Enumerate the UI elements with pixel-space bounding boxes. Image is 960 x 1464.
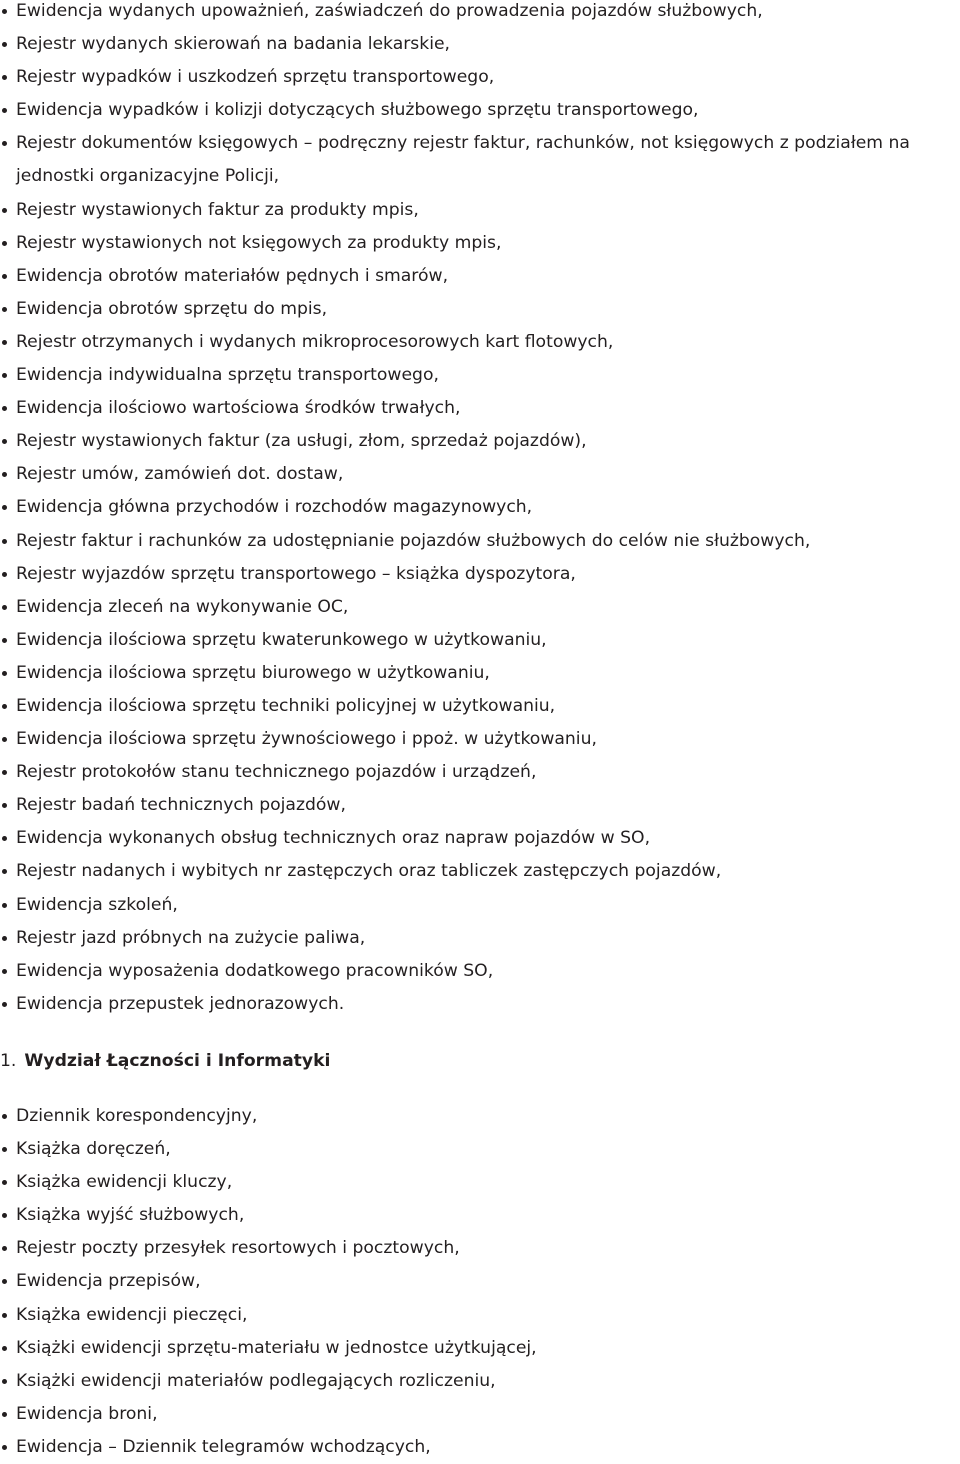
bullet-icon	[2, 936, 7, 941]
list-item	[0, 756, 960, 789]
bullet-icon	[2, 472, 7, 477]
list-item	[0, 425, 960, 458]
list-item-text: Rejestr umów, zamówień dot. dostaw,	[16, 464, 344, 485]
list-item	[0, 94, 960, 127]
list-item	[0, 1133, 960, 1166]
list-item-text: Ewidencja ilościowa sprzętu biurowego w użytkowaniu,	[16, 662, 490, 683]
list-item	[0, 392, 960, 425]
list-item-text: Rejestr nadanych i wybitych nr zastępczych oraz tabliczek zastępczych pojazdów,	[16, 861, 722, 882]
section-records-list	[0, 1100, 960, 1464]
bullet-icon	[2, 737, 7, 742]
list-item	[0, 127, 960, 193]
list-item-text: Ewidencja wykonanych obsług technicznych oraz napraw pojazdów w SO,	[16, 828, 651, 849]
list-item-text: Ewidencja przepisów,	[16, 1271, 201, 1292]
list-item	[0, 855, 960, 888]
list-item-text: Książka ewidencji pieczęci,	[16, 1304, 248, 1325]
list-item-text: Książka wyjść służbowych,	[16, 1205, 245, 1226]
list-item	[0, 1431, 960, 1464]
list-item	[0, 194, 960, 227]
bullet-icon	[2, 836, 7, 841]
list-item-text: Rejestr badań technicznych pojazdów,	[16, 795, 346, 816]
list-item	[0, 922, 960, 955]
bullet-icon	[2, 1213, 7, 1218]
bullet-icon	[2, 373, 7, 378]
list-item	[0, 955, 960, 988]
bullet-icon	[2, 340, 7, 345]
bullet-icon	[2, 671, 7, 676]
list-item-text: Rejestr protokołów stanu technicznego pojazdów i urządzeń,	[16, 762, 537, 783]
bullet-icon	[2, 75, 7, 80]
list-item	[0, 988, 960, 1021]
bullet-icon	[2, 1002, 7, 1007]
list-item-text: Rejestr poczty przesyłek resortowych i pocztowych,	[16, 1238, 460, 1259]
list-item	[0, 1100, 960, 1133]
list-item-text: Rejestr jazd próbnych na zużycie paliwa,	[16, 927, 366, 948]
list-item	[0, 690, 960, 723]
list-item-text: Rejestr wyjazdów sprzętu transportowego – książka dyspozytora,	[16, 563, 576, 584]
bullet-icon	[2, 274, 7, 279]
list-item-text: Rejestr wystawionych faktur (za usługi, złom, sprzedaż pojazdów),	[16, 431, 587, 452]
bullet-icon	[2, 638, 7, 643]
bullet-icon	[2, 572, 7, 577]
list-item-text: Ewidencja zleceń na wykonywanie OC,	[16, 596, 349, 617]
bullet-icon	[2, 1147, 7, 1152]
bullet-icon	[2, 605, 7, 610]
list-item-text: Książki ewidencji sprzętu-materiału w jednostce użytkującej,	[16, 1337, 537, 1358]
list-item-text: Rejestr dokumentów księgowych – podręczny rejestr faktur, rachunków, not księgowych z podziałem na jednostki organizacyjne Policji,	[16, 133, 910, 187]
list-item	[0, 1299, 960, 1332]
list-item	[0, 458, 960, 491]
bullet-icon	[2, 208, 7, 213]
bullet-icon	[2, 42, 7, 47]
list-item	[0, 1199, 960, 1232]
list-item	[0, 227, 960, 260]
list-item	[0, 1265, 960, 1298]
section-title: Wydział Łączności i Informatyki	[24, 1051, 331, 1071]
bullet-icon	[2, 108, 7, 113]
bullet-icon	[2, 1180, 7, 1185]
bullet-icon	[2, 903, 7, 908]
list-item	[0, 28, 960, 61]
list-item	[0, 61, 960, 94]
list-item	[0, 525, 960, 558]
list-item-text: Ewidencja – Dziennik telegramów wchodzących,	[16, 1436, 431, 1457]
bullet-icon	[2, 439, 7, 444]
list-item-text: Dziennik korespondencyjny,	[16, 1106, 258, 1126]
list-item-text: Ewidencja wypadków i kolizji dotyczących służbowego sprzętu transportowego,	[16, 100, 699, 121]
bullet-icon	[2, 1412, 7, 1417]
list-item-text: Ewidencja ilościowa sprzętu techniki policyjnej w użytkowaniu,	[16, 695, 556, 716]
bullet-icon	[2, 9, 7, 14]
bullet-icon	[2, 241, 7, 246]
bullet-icon	[2, 869, 7, 874]
list-item-text: Rejestr wystawionych not księgowych za produkty mpis,	[16, 232, 502, 253]
list-item	[0, 0, 960, 28]
list-item	[0, 1232, 960, 1265]
list-item	[0, 1166, 960, 1199]
list-item	[0, 723, 960, 756]
bullet-icon	[2, 1246, 7, 1251]
list-item	[0, 1365, 960, 1398]
list-item-text: Ewidencja broni,	[16, 1403, 158, 1424]
list-item-text: Rejestr otrzymanych i wydanych mikroprocesorowych kart flotowych,	[16, 331, 614, 352]
bullet-icon	[2, 141, 7, 146]
list-item	[0, 591, 960, 624]
bullet-icon	[2, 307, 7, 312]
list-item-text: Ewidencja indywidualna sprzętu transportowego,	[16, 365, 439, 386]
bullet-icon	[2, 1279, 7, 1284]
list-item-text: Ewidencja wyposażenia dodatkowego pracowników SO,	[16, 960, 494, 981]
bullet-icon	[2, 803, 7, 808]
bullet-icon	[2, 1445, 7, 1450]
bullet-icon	[2, 1346, 7, 1351]
bullet-icon	[2, 1379, 7, 1384]
list-item	[0, 359, 960, 392]
list-item-text: Ewidencja główna przychodów i rozchodów magazynowych,	[16, 497, 533, 518]
bullet-icon	[2, 969, 7, 974]
section-number: 1.	[0, 1051, 17, 1071]
list-item	[0, 624, 960, 657]
bullet-icon	[2, 770, 7, 775]
list-item	[0, 889, 960, 922]
list-item-text: Rejestr wydanych skierowań na badania lekarskie,	[16, 34, 451, 55]
list-item-text: Ewidencja przepustek jednorazowych.	[16, 993, 345, 1014]
list-item	[0, 260, 960, 293]
list-item-text: Ewidencja obrotów sprzętu do mpis,	[16, 298, 328, 319]
bullet-icon	[2, 704, 7, 709]
bullet-icon	[2, 406, 7, 411]
bullet-icon	[2, 539, 7, 544]
list-item-text: Ewidencja ilościowo wartościowa środków trwałych,	[16, 398, 461, 419]
list-item-text: Rejestr wypadków i uszkodzeń sprzętu transportowego,	[16, 67, 495, 88]
bullet-icon	[2, 1313, 7, 1318]
list-item	[0, 293, 960, 326]
bullet-icon	[2, 505, 7, 510]
list-item-text: Ewidencja szkoleń,	[16, 894, 178, 915]
list-item-text: Ewidencja ilościowa sprzętu kwaterunkowego w użytkowaniu,	[16, 629, 547, 650]
list-item-text: Rejestr faktur i rachunków za udostępnianie pojazdów służbowych do celów nie służbowych,	[16, 530, 811, 551]
list-item	[0, 657, 960, 690]
list-item-text: Ewidencja wydanych upoważnień, zaświadczeń do prowadzenia pojazdów służbowych,	[16, 1, 763, 21]
list-item-text: Książka doręczeń,	[16, 1139, 171, 1160]
list-item	[0, 558, 960, 591]
list-item	[0, 822, 960, 855]
list-item	[0, 1332, 960, 1365]
list-item	[0, 491, 960, 524]
list-item-text: Ewidencja ilościowa sprzętu żywnościowego i ppoż. w użytkowaniu,	[16, 729, 597, 750]
bullet-icon	[2, 1114, 7, 1119]
list-item	[0, 1398, 960, 1431]
list-item-text: Książka ewidencji kluczy,	[16, 1172, 233, 1193]
section-heading	[0, 1045, 330, 1078]
list-item-text: Książki ewidencji materiałów podlegających rozliczeniu,	[16, 1370, 496, 1391]
list-item	[0, 326, 960, 359]
list-item-text: Ewidencja obrotów materiałów pędnych i smarów,	[16, 265, 449, 286]
list-item	[0, 789, 960, 822]
list-item-text: Rejestr wystawionych faktur za produkty mpis,	[16, 199, 419, 220]
